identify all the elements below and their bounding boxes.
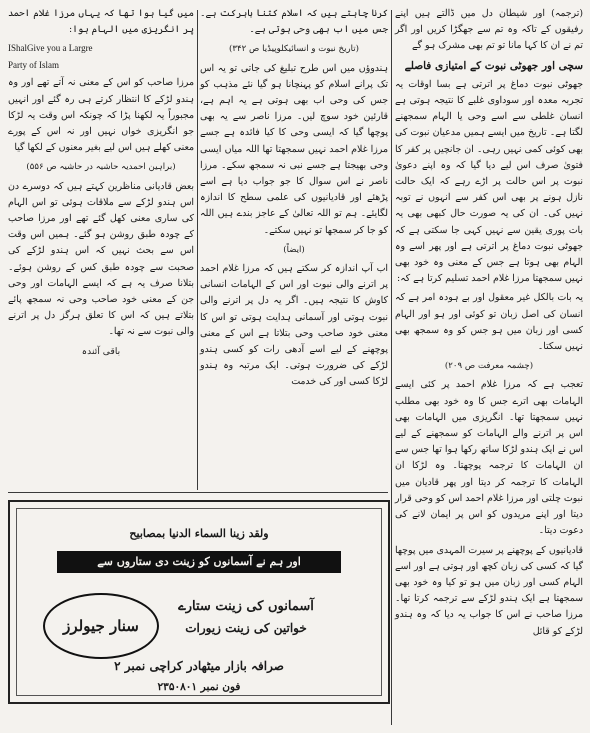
jewellers-advertisement [8,500,390,704]
quote-reference: (چشمہ معرفت ص ۲۰۹) [444,361,534,372]
english-revelation-line2: Party of Islam [8,60,59,71]
paragraph: ہندوؤں میں اس طرح تبلیغ کی جاتی تو یہ اس تک پرانے اسلام کو پہنچانا ہو گیا نئے مذہب کو جس کی وحی اب بھی ہوتی ہے یہ اہم ہے، قارئین خود سوچ لیں۔ مرزا ناصر سے یہ بھی پوچھا گیا کہ ایسی وحی کا کیا فائدہ ہے جسے مرزا غلام احمد نہیں سمجھتا تھا اللہ میاں ایسی وحی بھیجتا ہے جسے نبی نہ سمجھ سکے۔ مرزا ناصر نے اس سوال کا جو جواب دیا ہے اسے پڑھئے اور قادیانیوں کی علمی سطح کا اندازہ لگایئے۔ ہم تو اللہ تعالیٰ کے عاجز بندے ہیں اللہ کو جا کر سمجھا تو نہیں سکتے۔ [200,62,388,236]
ad-frame [16,508,382,696]
paragraph: جھوٹی نبوت دماغ پر اترتی ہے بسا اوقات یہ تجربہ معدہ اور سوداوی غلبے کا نتیجہ ہوتی ہے انسان غلطی سے اسے وحی یا الہام سمجھنے لگتا ہے۔ تاریخ میں ایسے ہمیں مدعیان نبوت کی بھی کوئی کمی نہیں رہی۔ ان جانچیں پر کفر کا فتویٰ صرف اس لیے دیا گیا کہ وہ اپنے دعویٰ نبوت پر اس حالت پر اڑے رہے کہ ایک حالت نازل ہونے پر بھی اس کفر سے انہوں نے توبہ نہیں کی۔ ان کی یہ صورت حال کبھی بھی یہ بات پوری یقین سے نہیں کہی جا سکتی ہے کہ جھوٹی نبوت دماغ پر اترتی ہے اور پھر اسے وہ الہام بھی ہوتا ہے جس کے معنی وہ خود بھی نہیں سمجھتا مرزا غلام احمد تسلیم کرتا ہے کہ: [395,78,583,285]
paragraph: کرنا چاہتے ہیں کہ اسلام کتنا بابرکت ہے۔ جس میں اب بھی وحی ہوتی ہے۔ [200,8,388,36]
paragraph: مرزا صاحب کو اس کے معنی نہ آتے تھے اور وہ ہندو لڑکے کا انتظار کرتے ہی رہ گئے اور انہیں مجبوراً یہ لکھنا پڑا کہ چونکہ اس وقت یہ لڑکا جو انگریزی خواں نہیں اور نہ اس کے پورے معنی کھلے ہیں اس لیے بغیر معنوں کے لکھا گیا [8,77,194,154]
reference: (تاریخ نبوت و انسائیکلوپیڈیا ص ۳۴۲) [229,44,359,55]
to-be-continued: باقی آئندہ [81,345,121,357]
ad-phone: فون نمبر ۲۳۵۰۸۰۱ [157,681,241,693]
reference: (ایضاً) [283,244,305,255]
middle-column [200,6,388,394]
verse-translation: (ترجمہ) اور شیطان دل میں ڈالتے ہیں اپنے رفیقوں کے تاکہ وہ تم سے جھگڑا کریں اور اگر تم نے ان کا کہا مانا تو تم بھی مشرک ہو گے [395,8,583,52]
paragraph: قادیانیوں کے پوچھنے پر سیرت المہدی میں پوچھا گیا کہ کسی کی زبان کچھ اور ہوتی ہے اور اسے الہام کسی اور زبان میں ہو تو کیا وہ خود بھی سمجھتا ہے ایک ہندو لڑکے سے ترجمہ کرتا تھا۔ مرزا صاحب نے اس کا جواب یہ دیا کہ وہ ہندو لڑکے کو قائل [395,544,583,637]
paragraph: تعجب ہے کہ مرزا غلام احمد پر کئی ایسے الہامات بھی اترے جس کا وہ خود بھی مطلب نہیں سمجھتا تھا۔ انگریزی میں الہامات بھی اس پر اترنے والے الہامات کو سمجھنے کے لیے اس نے ایک ہندو لڑکا ساتھ رکھا ہوا تھا جس سے ان الہامات کا ترجمہ پوچھتا۔ وہ لڑکا ان الہامات کا ترجمہ کر دیتا اور پھر قادیان میں نبوت چلتی اور مرزا غلام احمد اس کو وحی قرار دیتا اور اپنے مریدوں کو اس پر ایمان لانے کی دعوت دیتا۔ [395,379,583,537]
column-divider [391,10,392,725]
paragraph: میں گیا ہوا تھا کہ یہاں مرزا غلام احمد پر انگریزی میں الہام ہوا: [8,8,194,36]
column-divider [197,10,198,490]
right-column [395,6,583,643]
reference: (براہین احمدیہ حاشیہ در حاشیہ ص ۵۵۶) [26,162,176,173]
ad-address: صرافہ بازار میٹھادر کراچی نمبر ۲ [114,659,284,673]
english-revelation-line1: IShalGive you a Largre [8,43,93,54]
section-heading: سچی اور جھوٹی نبوت کے امتیازی فاصلے [404,59,583,72]
paragraph: بعض قادیانی مناظرین کہتے ہیں کہ دوسرے دن اس ہندو لڑکے سے ملاقات ہوئی تو اس الہام کی ساری معنی کھل گئے تھے اور مرزا صاحب کے چودہ طبق روشن ہو گئے۔ ہمیں اس وقت اس سے بحث نہیں کہ اس ہندو لڑکے کی صحبت سے چودہ طبق کس کے روشن ہوئے۔ بتلانا صرف یہ ہے کہ ایسے الہامات اور وحی جن کے معنی خود صاحب وحی نہ سمجھ پائے بتلاتے ہیں کہ اس کا تعلق ہرگز دل پر اترنے والی نبوت سے نہ تھا۔ [8,180,194,338]
ad-logo: سنار جیولرز [43,593,159,659]
ad-slogan-line1: آسمانوں کی زینت ستارے [178,599,314,614]
quote: یہ بات بالکل غیر معقول اور بے ہودہ امر ہے کہ انسان کی اصل زبان تو کوئی اور ہو اور الہام کسی اور زبان میں ہو جس کو وہ سمجھ بھی نہیں سکتا۔ [395,292,583,353]
ad-slogan-line2: خواتین کی زینت زیورات [185,621,307,635]
left-column [8,6,194,363]
ad-banner: اور ہم نے آسمانوں کو زینت دی ستاروں سے [57,551,341,573]
section-divider [8,492,388,493]
ad-verse: ولقد زینا السماء الدنیا بمصابیح [129,527,269,540]
paragraph: اب آپ اندازہ کر سکتے ہیں کہ مرزا غلام احمد پر اترنے والی نبوت اور اس کے الہامات انسانی کاوش کا نتیجہ ہیں۔ اگر یہ دل پر اترنے والی نبوت ہوتی اور آسمانی ہدایت ہوتی تو اس کا معنی خود صاحب وحی بتلاتا ہے اس کے معنی پوچھنے کے لیے اسے آدھی رات کو کسی ہندو لڑکے کی ضرورت ہوتی۔ ایک مرتبہ وہ ہندو لڑکا کسی اور کی خدمت [200,263,388,388]
